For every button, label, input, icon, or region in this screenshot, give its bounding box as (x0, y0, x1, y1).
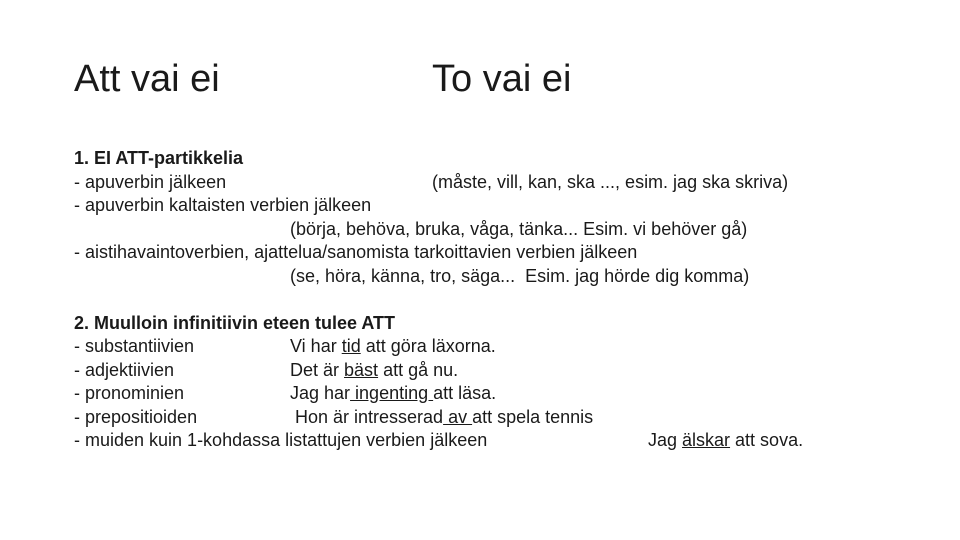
section1-line-5 (74, 265, 934, 289)
row-example: Hon är intresserad av att spela tennis (290, 406, 594, 427)
section1-line-5-text: (se, höra, känna, tro, säga... Esim. jag hörde dig komma) (290, 265, 750, 286)
section2-row-substantiivien (74, 335, 934, 359)
row-example: Jag älskar att sova. (648, 430, 804, 450)
row-label: - pronominien (74, 383, 185, 403)
section1-heading: 1. EI ATT-partikkelia (74, 148, 244, 168)
slide-body (74, 147, 934, 453)
section1-line-4: - aistihavaintoverbien, ajattelua/sanomista tarkoittavien verbien jälkeen (74, 242, 638, 262)
spacer (74, 288, 934, 312)
section2-row-pronominien (74, 382, 934, 406)
underlined-word: av (443, 406, 473, 427)
section2-row-adjektiivien (74, 359, 934, 383)
underlined-word: ingenting (350, 383, 434, 403)
section1-line-1 (74, 171, 934, 195)
row-example: Jag har ingenting att läsa. (290, 383, 497, 403)
underlined-word: bäst (344, 359, 379, 380)
underlined-word: älskar (682, 430, 731, 450)
section1-line-1-left: - apuverbin jälkeen (74, 171, 227, 192)
section1-line-3-text: (börja, behöva, bruka, våga, tänka... Esim. vi behöver gå) (290, 218, 748, 239)
row-label: - substantiivien (74, 336, 195, 356)
row-example: Vi har tid att göra läxorna. (290, 336, 496, 356)
row-example: Det är bäst att gå nu. (290, 359, 459, 380)
title-att-vai-ei: Att vai ei (74, 58, 220, 100)
section1-line-2: - apuverbin kaltaisten verbien jälkeen (74, 195, 372, 215)
section1-line-3 (74, 218, 934, 242)
row-label: - adjektiivien (74, 359, 175, 380)
title-to-vai-ei: To vai ei (432, 58, 572, 100)
row-label: - muiden kuin 1-kohdassa listattujen verbien jälkeen (74, 430, 488, 450)
section2-row-verbien (74, 429, 934, 453)
section2-row-prepositioiden (74, 406, 934, 430)
underlined-word: tid (341, 336, 361, 356)
row-label: - prepositioiden (74, 406, 198, 427)
section2-heading: 2. Muulloin infinitiivin eteen tulee ATT (74, 312, 396, 333)
section1-line-1-right: (måste, vill, kan, ska ..., esim. jag ska skriva) (432, 171, 789, 192)
